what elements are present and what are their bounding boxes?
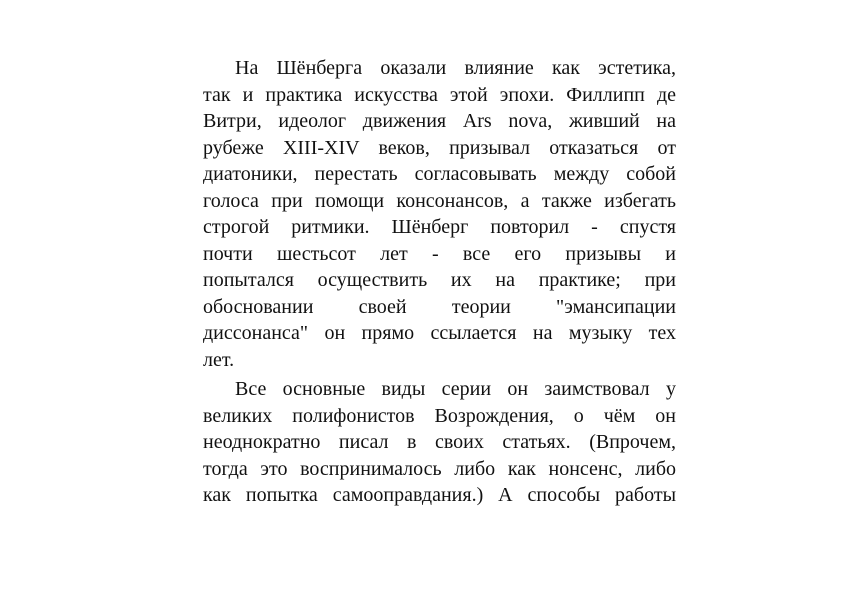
text-line: неоднократно писал в своих статьях. (Впрочем, — [203, 431, 676, 453]
text-line: лет. — [203, 348, 235, 371]
text-line: как попытка самооправдания.) А способы работы — [203, 484, 676, 506]
text-line: Все основные виды серии он заимствовал у — [235, 378, 676, 400]
text-line: На Шёнберга оказали влияние как эстетика, — [235, 57, 676, 79]
text-line: почти шестьсот лет - все его призывы и — [203, 242, 676, 265]
body-text — [203, 55, 676, 509]
text-line: строгой ритмики. Шёнберг повторил - спустя — [203, 216, 676, 238]
text-line: великих полифонистов Возрождения, о чём он — [203, 404, 676, 427]
text-line: так и практика искусства этой эпохи. Филлипп де — [203, 83, 676, 106]
text-line: голоса при помощи консонансов, а также избегать — [203, 189, 676, 212]
text-line: обосновании своей теории "эмансипации — [203, 295, 676, 318]
text-line: Витри, идеолог движения Ars nova, живший на — [203, 110, 676, 132]
paragraph-1 — [203, 55, 676, 373]
text-line: диатоники, перестать согласовывать между собой — [203, 163, 676, 185]
text-line: попытался осуществить их на практике; при — [203, 269, 676, 291]
text-line: диссонанса" он прямо ссылается на музыку тех — [203, 322, 676, 344]
text-line: тогда это воспринималось либо как нонсенс, либо — [203, 457, 676, 480]
text-line: рубеже XIII-XIV веков, призывал отказаться от — [203, 136, 676, 159]
paragraph-2 — [203, 376, 676, 509]
